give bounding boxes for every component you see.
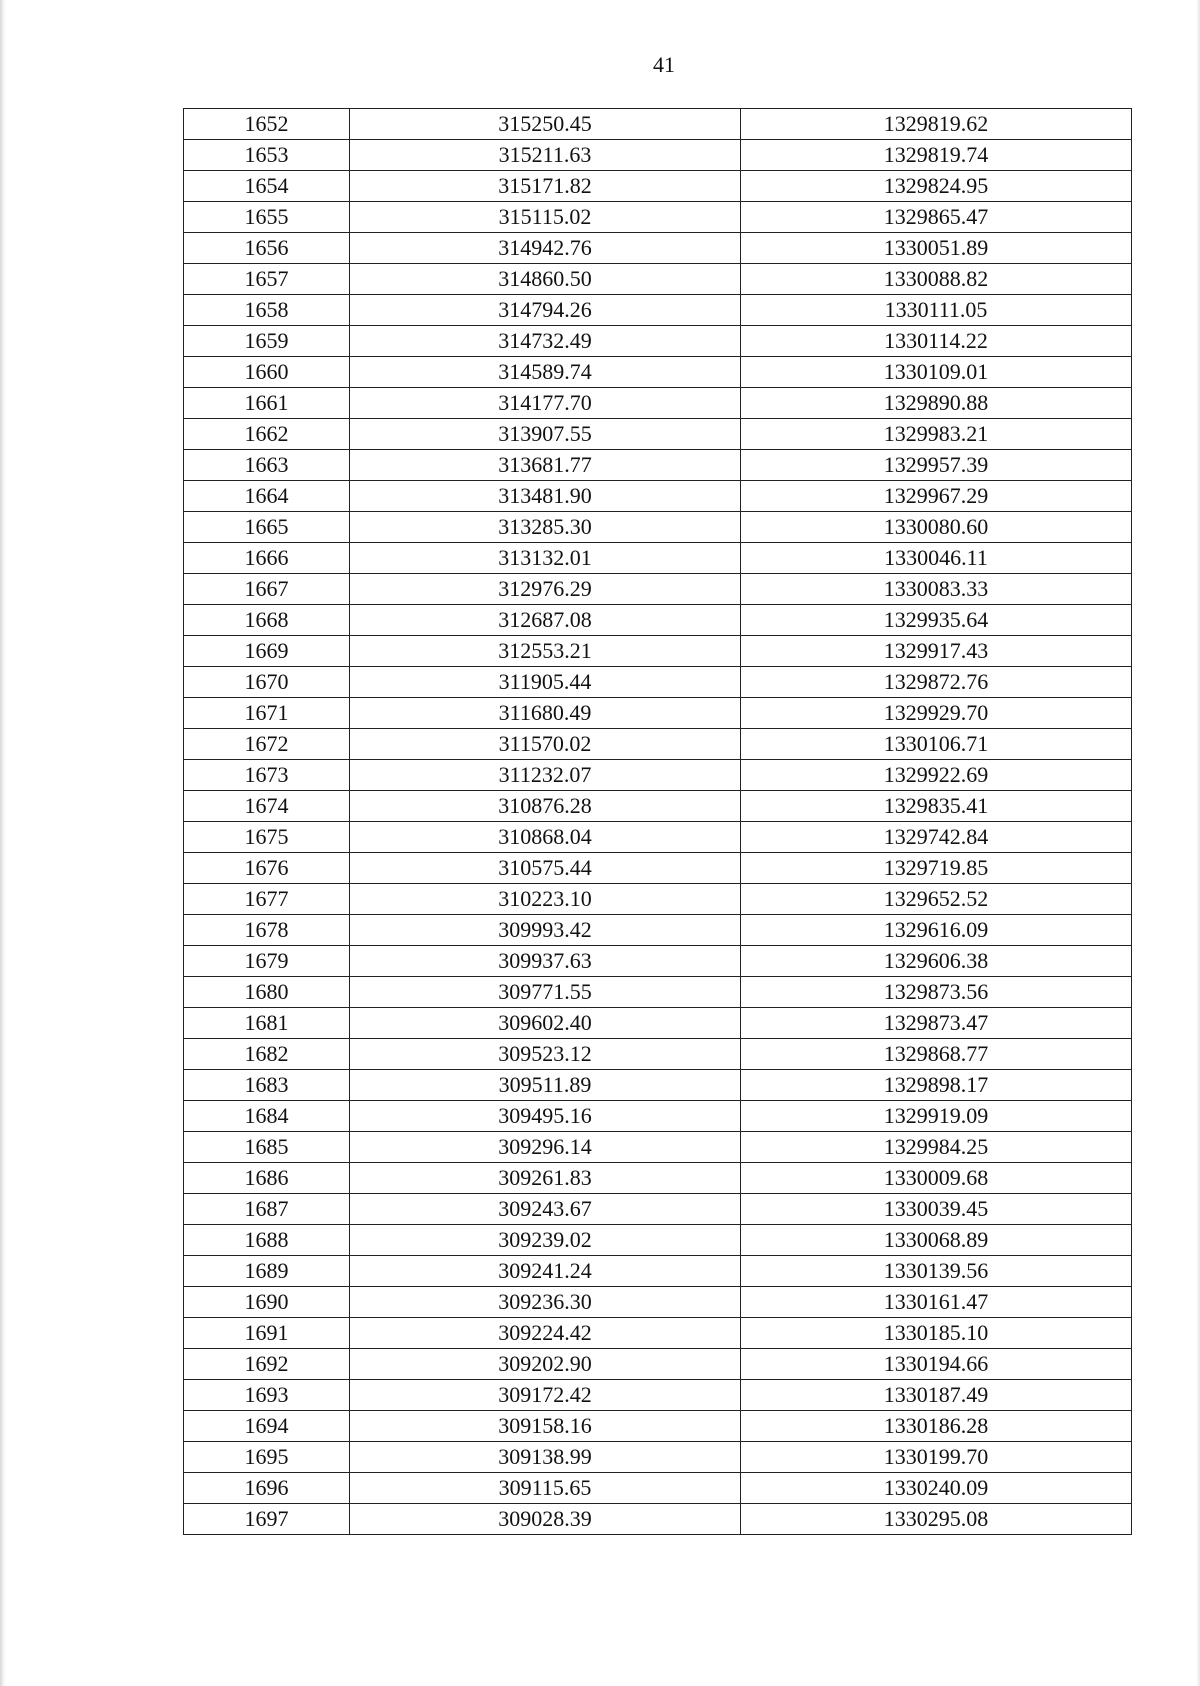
table-row xyxy=(184,357,1132,388)
y-coordinate-cell: 1330080.60 xyxy=(741,512,1132,543)
table-row xyxy=(184,109,1132,140)
point-id-cell: 1675 xyxy=(184,822,350,853)
point-id-cell: 1678 xyxy=(184,915,350,946)
x-coordinate-cell: 309028.39 xyxy=(350,1504,741,1535)
y-coordinate-cell: 1329917.43 xyxy=(741,636,1132,667)
point-id-cell: 1684 xyxy=(184,1101,350,1132)
coordinates-table-body xyxy=(184,109,1132,1535)
y-coordinate-cell: 1330106.71 xyxy=(741,729,1132,760)
y-coordinate-cell: 1330194.66 xyxy=(741,1349,1132,1380)
table-row xyxy=(184,791,1132,822)
y-coordinate-cell: 1330046.11 xyxy=(741,543,1132,574)
point-id-cell: 1685 xyxy=(184,1132,350,1163)
table-row xyxy=(184,1256,1132,1287)
table-row xyxy=(184,512,1132,543)
point-id-cell: 1655 xyxy=(184,202,350,233)
y-coordinate-cell: 1329935.64 xyxy=(741,605,1132,636)
point-id-cell: 1659 xyxy=(184,326,350,357)
point-id-cell: 1693 xyxy=(184,1380,350,1411)
table-row xyxy=(184,481,1132,512)
table-row xyxy=(184,1318,1132,1349)
table-row xyxy=(184,1132,1132,1163)
y-coordinate-cell: 1329865.47 xyxy=(741,202,1132,233)
x-coordinate-cell: 310868.04 xyxy=(350,822,741,853)
table-row xyxy=(184,1070,1132,1101)
table-row xyxy=(184,760,1132,791)
x-coordinate-cell: 311905.44 xyxy=(350,667,741,698)
table-row xyxy=(184,1411,1132,1442)
point-id-cell: 1694 xyxy=(184,1411,350,1442)
x-coordinate-cell: 310223.10 xyxy=(350,884,741,915)
x-coordinate-cell: 314732.49 xyxy=(350,326,741,357)
point-id-cell: 1654 xyxy=(184,171,350,202)
y-coordinate-cell: 1330051.89 xyxy=(741,233,1132,264)
x-coordinate-cell: 313681.77 xyxy=(350,450,741,481)
table-row xyxy=(184,295,1132,326)
x-coordinate-cell: 314177.70 xyxy=(350,388,741,419)
point-id-cell: 1690 xyxy=(184,1287,350,1318)
point-id-cell: 1682 xyxy=(184,1039,350,1070)
scan-right-edge xyxy=(1196,0,1200,1686)
y-coordinate-cell: 1329873.47 xyxy=(741,1008,1132,1039)
x-coordinate-cell: 311570.02 xyxy=(350,729,741,760)
y-coordinate-cell: 1329652.52 xyxy=(741,884,1132,915)
scan-left-edge xyxy=(0,0,6,1686)
table-row xyxy=(184,1473,1132,1504)
y-coordinate-cell: 1330186.28 xyxy=(741,1411,1132,1442)
table-row xyxy=(184,853,1132,884)
x-coordinate-cell: 309239.02 xyxy=(350,1225,741,1256)
point-id-cell: 1677 xyxy=(184,884,350,915)
table-row xyxy=(184,667,1132,698)
point-id-cell: 1658 xyxy=(184,295,350,326)
table-row xyxy=(184,1349,1132,1380)
point-id-cell: 1695 xyxy=(184,1442,350,1473)
y-coordinate-cell: 1330114.22 xyxy=(741,326,1132,357)
table-row xyxy=(184,1225,1132,1256)
y-coordinate-cell: 1329983.21 xyxy=(741,419,1132,450)
point-id-cell: 1652 xyxy=(184,109,350,140)
table-row xyxy=(184,1442,1132,1473)
point-id-cell: 1653 xyxy=(184,140,350,171)
y-coordinate-cell: 1330111.05 xyxy=(741,295,1132,326)
table-row xyxy=(184,202,1132,233)
x-coordinate-cell: 313481.90 xyxy=(350,481,741,512)
x-coordinate-cell: 309224.42 xyxy=(350,1318,741,1349)
x-coordinate-cell: 309138.99 xyxy=(350,1442,741,1473)
x-coordinate-cell: 309115.65 xyxy=(350,1473,741,1504)
point-id-cell: 1668 xyxy=(184,605,350,636)
y-coordinate-cell: 1329616.09 xyxy=(741,915,1132,946)
table-row xyxy=(184,822,1132,853)
x-coordinate-cell: 309495.16 xyxy=(350,1101,741,1132)
point-id-cell: 1662 xyxy=(184,419,350,450)
y-coordinate-cell: 1330199.70 xyxy=(741,1442,1132,1473)
table-row xyxy=(184,1380,1132,1411)
page-number: 41 xyxy=(653,52,675,77)
x-coordinate-cell: 309241.24 xyxy=(350,1256,741,1287)
x-coordinate-cell: 309296.14 xyxy=(350,1132,741,1163)
y-coordinate-cell: 1329819.74 xyxy=(741,140,1132,171)
point-id-cell: 1664 xyxy=(184,481,350,512)
x-coordinate-cell: 315211.63 xyxy=(350,140,741,171)
point-id-cell: 1683 xyxy=(184,1070,350,1101)
point-id-cell: 1660 xyxy=(184,357,350,388)
x-coordinate-cell: 315250.45 xyxy=(350,109,741,140)
x-coordinate-cell: 312976.29 xyxy=(350,574,741,605)
point-id-cell: 1657 xyxy=(184,264,350,295)
table-row xyxy=(184,1039,1132,1070)
point-id-cell: 1663 xyxy=(184,450,350,481)
table-row xyxy=(184,1504,1132,1535)
table-row xyxy=(184,388,1132,419)
x-coordinate-cell: 309602.40 xyxy=(350,1008,741,1039)
y-coordinate-cell: 1330187.49 xyxy=(741,1380,1132,1411)
y-coordinate-cell: 1330009.68 xyxy=(741,1163,1132,1194)
x-coordinate-cell: 311232.07 xyxy=(350,760,741,791)
point-id-cell: 1666 xyxy=(184,543,350,574)
y-coordinate-cell: 1330068.89 xyxy=(741,1225,1132,1256)
x-coordinate-cell: 309511.89 xyxy=(350,1070,741,1101)
y-coordinate-cell: 1329719.85 xyxy=(741,853,1132,884)
y-coordinate-cell: 1330161.47 xyxy=(741,1287,1132,1318)
x-coordinate-cell: 310575.44 xyxy=(350,853,741,884)
table-row xyxy=(184,1194,1132,1225)
table-row xyxy=(184,636,1132,667)
x-coordinate-cell: 309261.83 xyxy=(350,1163,741,1194)
y-coordinate-cell: 1329819.62 xyxy=(741,109,1132,140)
coordinates-table xyxy=(183,108,1132,1535)
x-coordinate-cell: 309993.42 xyxy=(350,915,741,946)
y-coordinate-cell: 1329929.70 xyxy=(741,698,1132,729)
x-coordinate-cell: 314860.50 xyxy=(350,264,741,295)
point-id-cell: 1676 xyxy=(184,853,350,884)
table-row xyxy=(184,1101,1132,1132)
x-coordinate-cell: 314794.26 xyxy=(350,295,741,326)
table-row xyxy=(184,977,1132,1008)
point-id-cell: 1680 xyxy=(184,977,350,1008)
y-coordinate-cell: 1329742.84 xyxy=(741,822,1132,853)
table-row xyxy=(184,140,1132,171)
table-row xyxy=(184,543,1132,574)
point-id-cell: 1691 xyxy=(184,1318,350,1349)
y-coordinate-cell: 1329872.76 xyxy=(741,667,1132,698)
table-row xyxy=(184,450,1132,481)
x-coordinate-cell: 313132.01 xyxy=(350,543,741,574)
point-id-cell: 1665 xyxy=(184,512,350,543)
table-row xyxy=(184,1287,1132,1318)
y-coordinate-cell: 1330088.82 xyxy=(741,264,1132,295)
x-coordinate-cell: 309243.67 xyxy=(350,1194,741,1225)
x-coordinate-cell: 309172.42 xyxy=(350,1380,741,1411)
y-coordinate-cell: 1329824.95 xyxy=(741,171,1132,202)
table-row xyxy=(184,233,1132,264)
table-row xyxy=(184,171,1132,202)
x-coordinate-cell: 309236.30 xyxy=(350,1287,741,1318)
table-row xyxy=(184,1163,1132,1194)
table-row xyxy=(184,326,1132,357)
x-coordinate-cell: 310876.28 xyxy=(350,791,741,822)
point-id-cell: 1674 xyxy=(184,791,350,822)
point-id-cell: 1689 xyxy=(184,1256,350,1287)
point-id-cell: 1671 xyxy=(184,698,350,729)
y-coordinate-cell: 1330240.09 xyxy=(741,1473,1132,1504)
x-coordinate-cell: 313285.30 xyxy=(350,512,741,543)
point-id-cell: 1656 xyxy=(184,233,350,264)
x-coordinate-cell: 313907.55 xyxy=(350,419,741,450)
x-coordinate-cell: 309158.16 xyxy=(350,1411,741,1442)
x-coordinate-cell: 314942.76 xyxy=(350,233,741,264)
table-row xyxy=(184,915,1132,946)
x-coordinate-cell: 312553.21 xyxy=(350,636,741,667)
point-id-cell: 1681 xyxy=(184,1008,350,1039)
point-id-cell: 1661 xyxy=(184,388,350,419)
y-coordinate-cell: 1330109.01 xyxy=(741,357,1132,388)
y-coordinate-cell: 1329919.09 xyxy=(741,1101,1132,1132)
point-id-cell: 1673 xyxy=(184,760,350,791)
x-coordinate-cell: 311680.49 xyxy=(350,698,741,729)
x-coordinate-cell: 315171.82 xyxy=(350,171,741,202)
x-coordinate-cell: 309202.90 xyxy=(350,1349,741,1380)
point-id-cell: 1667 xyxy=(184,574,350,605)
x-coordinate-cell: 309937.63 xyxy=(350,946,741,977)
y-coordinate-cell: 1330185.10 xyxy=(741,1318,1132,1349)
y-coordinate-cell: 1329868.77 xyxy=(741,1039,1132,1070)
table-row xyxy=(184,946,1132,977)
x-coordinate-cell: 312687.08 xyxy=(350,605,741,636)
y-coordinate-cell: 1329967.29 xyxy=(741,481,1132,512)
table-row xyxy=(184,574,1132,605)
table-row xyxy=(184,884,1132,915)
y-coordinate-cell: 1329984.25 xyxy=(741,1132,1132,1163)
x-coordinate-cell: 309523.12 xyxy=(350,1039,741,1070)
table-row xyxy=(184,264,1132,295)
point-id-cell: 1692 xyxy=(184,1349,350,1380)
y-coordinate-cell: 1330039.45 xyxy=(741,1194,1132,1225)
y-coordinate-cell: 1330083.33 xyxy=(741,574,1132,605)
y-coordinate-cell: 1329898.17 xyxy=(741,1070,1132,1101)
point-id-cell: 1679 xyxy=(184,946,350,977)
y-coordinate-cell: 1330295.08 xyxy=(741,1504,1132,1535)
table-row xyxy=(184,419,1132,450)
table-row xyxy=(184,1008,1132,1039)
y-coordinate-cell: 1329922.69 xyxy=(741,760,1132,791)
point-id-cell: 1669 xyxy=(184,636,350,667)
point-id-cell: 1696 xyxy=(184,1473,350,1504)
y-coordinate-cell: 1329835.41 xyxy=(741,791,1132,822)
table-row xyxy=(184,698,1132,729)
point-id-cell: 1686 xyxy=(184,1163,350,1194)
y-coordinate-cell: 1330139.56 xyxy=(741,1256,1132,1287)
x-coordinate-cell: 309771.55 xyxy=(350,977,741,1008)
table-row xyxy=(184,605,1132,636)
point-id-cell: 1688 xyxy=(184,1225,350,1256)
point-id-cell: 1670 xyxy=(184,667,350,698)
point-id-cell: 1672 xyxy=(184,729,350,760)
y-coordinate-cell: 1329873.56 xyxy=(741,977,1132,1008)
y-coordinate-cell: 1329606.38 xyxy=(741,946,1132,977)
table-row xyxy=(184,729,1132,760)
x-coordinate-cell: 315115.02 xyxy=(350,202,741,233)
point-id-cell: 1697 xyxy=(184,1504,350,1535)
x-coordinate-cell: 314589.74 xyxy=(350,357,741,388)
y-coordinate-cell: 1329890.88 xyxy=(741,388,1132,419)
point-id-cell: 1687 xyxy=(184,1194,350,1225)
y-coordinate-cell: 1329957.39 xyxy=(741,450,1132,481)
